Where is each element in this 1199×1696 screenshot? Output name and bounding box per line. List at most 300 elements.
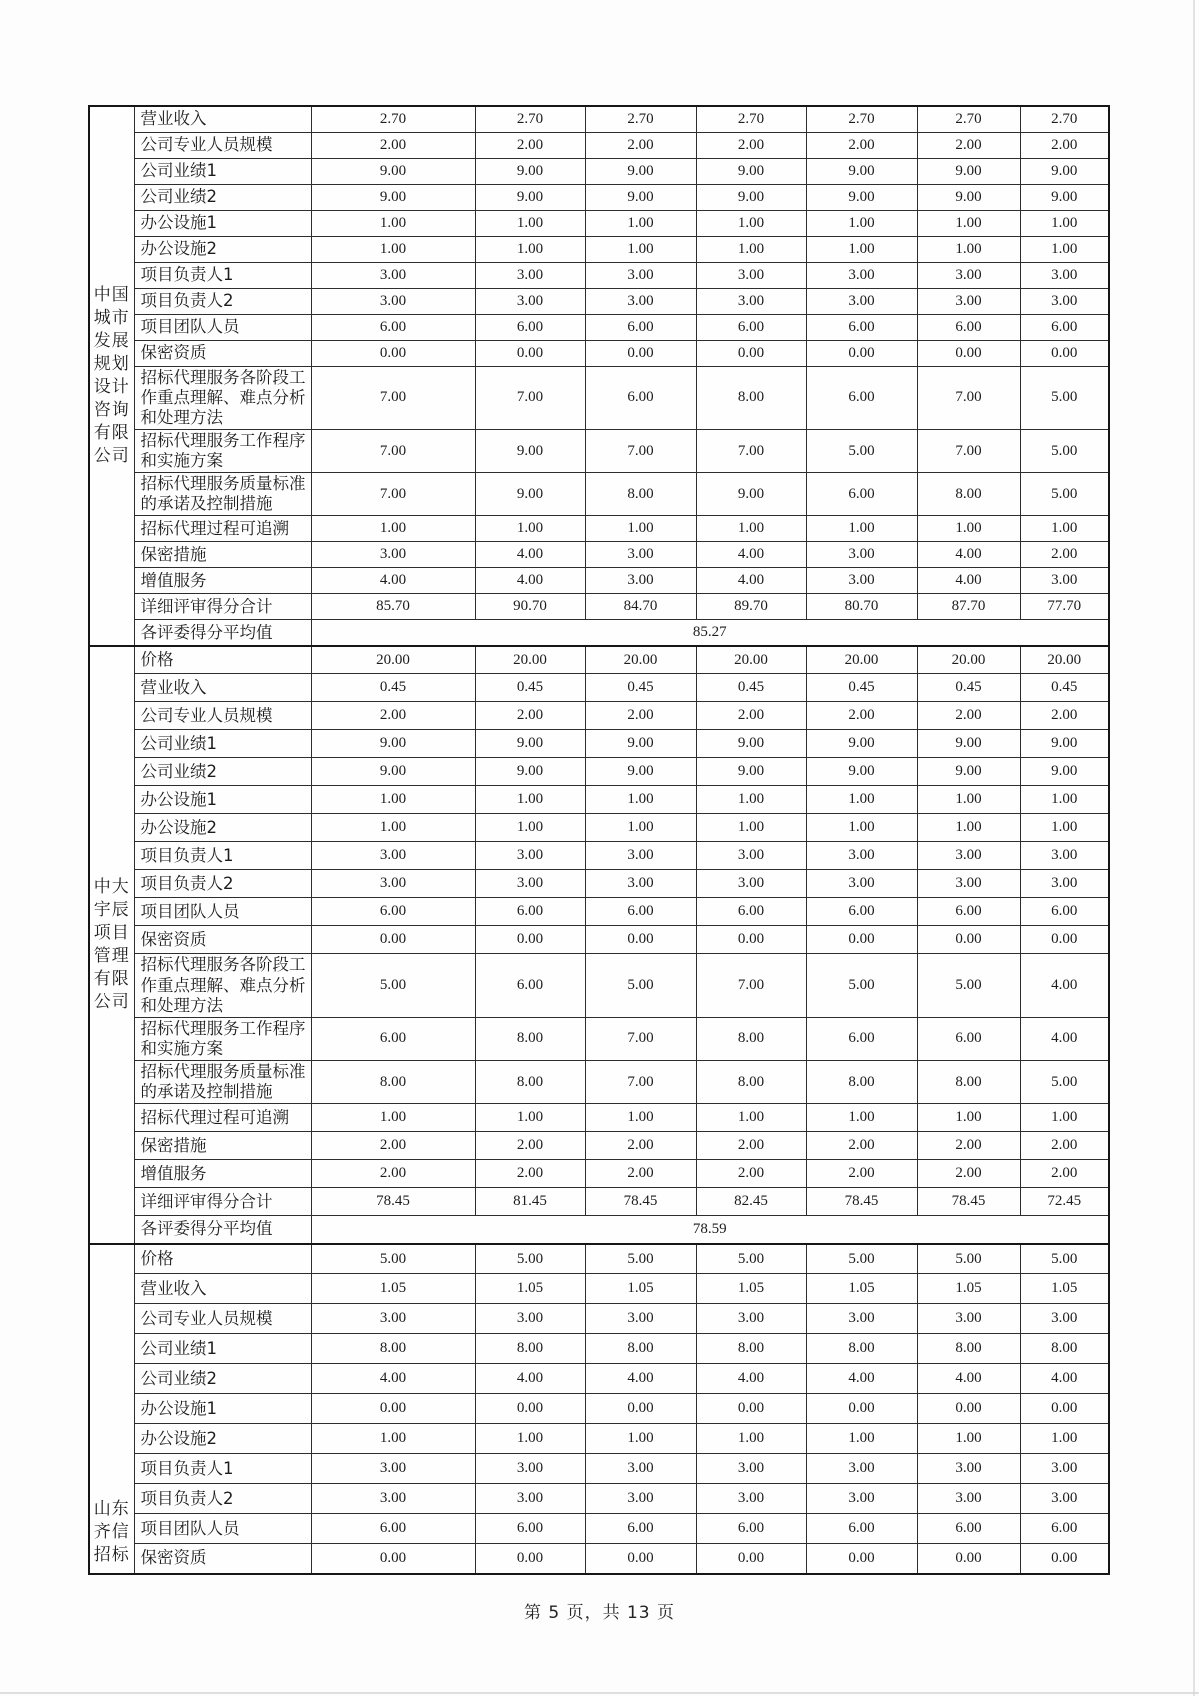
score-value: 3.00: [475, 262, 585, 288]
score-value: 0.00: [1020, 926, 1109, 954]
score-value: 2.00: [696, 702, 806, 730]
score-value: 8.00: [917, 1334, 1020, 1364]
score-value: 2.00: [806, 1160, 917, 1188]
score-value: 0.00: [475, 1394, 585, 1424]
score-value: 2.00: [696, 1132, 806, 1160]
score-value: 9.00: [696, 758, 806, 786]
score-value: 7.00: [585, 429, 696, 472]
score-value: 3.00: [806, 542, 917, 568]
table-row: [89, 898, 1109, 926]
table-row: [89, 542, 1109, 568]
score-value: 0.00: [917, 1544, 1020, 1574]
criteria-label: 保密资质: [134, 1544, 311, 1574]
score-value: 9.00: [585, 184, 696, 210]
score-value: 3.00: [696, 1454, 806, 1484]
score-value: 0.45: [917, 674, 1020, 702]
score-value: 90.70: [475, 594, 585, 620]
score-value: 7.00: [696, 954, 806, 1017]
score-value: 1.00: [806, 814, 917, 842]
table-row: [89, 210, 1109, 236]
table-row: [89, 1334, 1109, 1364]
score-value: 3.00: [917, 1484, 1020, 1514]
score-value: 1.05: [585, 1274, 696, 1304]
score-value: 5.00: [1020, 366, 1109, 429]
criteria-label: 营业收入: [134, 1274, 311, 1304]
average-row: [89, 1216, 1109, 1244]
score-value: 1.05: [806, 1274, 917, 1304]
criteria-label: 办公设施2: [134, 236, 311, 262]
table-row: [89, 1244, 1109, 1274]
score-value: 0.00: [806, 1544, 917, 1574]
criteria-label: 保密措施: [134, 542, 311, 568]
score-value: 9.00: [917, 158, 1020, 184]
criteria-label: 公司专业人员规模: [134, 1304, 311, 1334]
criteria-label: 增值服务: [134, 568, 311, 594]
score-value: 2.00: [917, 1132, 1020, 1160]
table-row: [89, 1160, 1109, 1188]
score-value: 9.00: [585, 730, 696, 758]
score-value: 78.45: [806, 1188, 917, 1216]
score-value: 2.00: [696, 132, 806, 158]
table-row: [89, 786, 1109, 814]
score-value: 9.00: [311, 730, 475, 758]
table-row: [89, 1394, 1109, 1424]
score-value: 1.00: [311, 814, 475, 842]
table-row: [89, 516, 1109, 542]
score-value: 2.00: [1020, 702, 1109, 730]
score-value: 1.05: [917, 1274, 1020, 1304]
criteria-label: 保密措施: [134, 1132, 311, 1160]
criteria-label: 办公设施1: [134, 786, 311, 814]
table-row: [89, 1274, 1109, 1304]
score-value: 1.00: [585, 236, 696, 262]
score-value: 3.00: [917, 842, 1020, 870]
score-value: 77.70: [1020, 594, 1109, 620]
score-value: 1.00: [475, 516, 585, 542]
score-value: 3.00: [311, 288, 475, 314]
score-value: 1.00: [475, 236, 585, 262]
score-value: 6.00: [806, 366, 917, 429]
score-value: 8.00: [917, 473, 1020, 516]
score-value: 3.00: [1020, 1304, 1109, 1334]
score-value: 9.00: [696, 184, 806, 210]
criteria-label: 项目负责人1: [134, 842, 311, 870]
score-value: 8.00: [806, 1334, 917, 1364]
table-row: [89, 366, 1109, 429]
score-value: 1.00: [475, 1424, 585, 1454]
score-value: 6.00: [806, 314, 917, 340]
score-value: 4.00: [311, 568, 475, 594]
score-value: 89.70: [696, 594, 806, 620]
score-value: 4.00: [1020, 1364, 1109, 1394]
score-value: 0.45: [1020, 674, 1109, 702]
score-value: 1.00: [917, 1104, 1020, 1132]
score-value: 4.00: [1020, 1017, 1109, 1060]
score-value: 5.00: [696, 1244, 806, 1274]
score-value: 1.00: [311, 236, 475, 262]
score-value: 3.00: [311, 542, 475, 568]
score-value: 0.45: [475, 674, 585, 702]
score-value: 0.00: [1020, 1394, 1109, 1424]
score-value: 3.00: [585, 1304, 696, 1334]
average-label: 各评委得分平均值: [134, 620, 311, 646]
score-value: 9.00: [917, 730, 1020, 758]
table-row: [89, 702, 1109, 730]
scan-edge-artifact-bottom: [0, 1692, 1199, 1694]
score-value: 9.00: [696, 473, 806, 516]
table-row: [89, 473, 1109, 516]
score-value: 5.00: [1020, 1244, 1109, 1274]
score-value: 1.00: [311, 1104, 475, 1132]
score-value: 4.00: [917, 1364, 1020, 1394]
score-value: 0.00: [311, 1544, 475, 1574]
table-row: [89, 674, 1109, 702]
criteria-label: 详细评审得分合计: [134, 1188, 311, 1216]
score-value: 2.00: [311, 702, 475, 730]
score-value: 1.00: [585, 210, 696, 236]
score-value: 6.00: [1020, 898, 1109, 926]
score-value: 2.00: [917, 132, 1020, 158]
score-value: 8.00: [806, 1061, 917, 1104]
score-value: 20.00: [917, 646, 1020, 674]
score-value: 2.00: [585, 1160, 696, 1188]
score-value: 0.45: [311, 674, 475, 702]
score-value: 3.00: [311, 1304, 475, 1334]
score-value: 1.00: [585, 1104, 696, 1132]
score-value: 3.00: [917, 870, 1020, 898]
score-value: 2.70: [311, 106, 475, 132]
score-value: 0.00: [1020, 1544, 1109, 1574]
score-value: 9.00: [585, 158, 696, 184]
criteria-label: 营业收入: [134, 674, 311, 702]
criteria-label: 招标代理服务质量标准的承诺及控制措施: [134, 473, 311, 516]
score-value: 8.00: [917, 1061, 1020, 1104]
score-value: 1.00: [696, 1424, 806, 1454]
criteria-label: 项目团队人员: [134, 898, 311, 926]
score-value: 1.00: [311, 210, 475, 236]
score-value: 84.70: [585, 594, 696, 620]
score-value: 6.00: [806, 1017, 917, 1060]
score-value: 2.00: [475, 132, 585, 158]
score-value: 20.00: [696, 646, 806, 674]
score-value: 6.00: [475, 314, 585, 340]
score-value: 1.00: [696, 236, 806, 262]
score-value: 2.00: [1020, 1160, 1109, 1188]
criteria-label: 保密资质: [134, 926, 311, 954]
score-value: 6.00: [917, 314, 1020, 340]
score-value: 2.70: [806, 106, 917, 132]
score-value: 1.00: [475, 814, 585, 842]
score-value: 0.00: [917, 926, 1020, 954]
score-value: 2.00: [475, 702, 585, 730]
table-row: [89, 954, 1109, 1017]
score-value: 1.00: [806, 236, 917, 262]
score-value: 3.00: [311, 262, 475, 288]
score-value: 2.70: [917, 106, 1020, 132]
score-value: 0.00: [806, 1394, 917, 1424]
score-value: 6.00: [475, 1514, 585, 1544]
score-value: 80.70: [806, 594, 917, 620]
score-value: 0.45: [696, 674, 806, 702]
score-value: 9.00: [585, 758, 696, 786]
score-value: 2.70: [696, 106, 806, 132]
score-value: 1.00: [1020, 814, 1109, 842]
criteria-label: 公司专业人员规模: [134, 702, 311, 730]
score-value: 0.00: [311, 1394, 475, 1424]
score-value: 0.00: [585, 340, 696, 366]
table-row: [89, 1484, 1109, 1514]
score-value: 9.00: [1020, 184, 1109, 210]
score-value: 1.00: [696, 1104, 806, 1132]
score-value: 0.00: [917, 1394, 1020, 1424]
table-row: [89, 1017, 1109, 1060]
score-value: 6.00: [696, 1514, 806, 1544]
score-value: 8.00: [696, 1334, 806, 1364]
score-value: 9.00: [1020, 158, 1109, 184]
table-row: [89, 1454, 1109, 1484]
score-value: 3.00: [1020, 1484, 1109, 1514]
score-value: 6.00: [475, 898, 585, 926]
score-value: 9.00: [806, 758, 917, 786]
score-value: 1.00: [475, 786, 585, 814]
criteria-label: 公司专业人员规模: [134, 132, 311, 158]
table-row: [89, 1132, 1109, 1160]
table-row: [89, 842, 1109, 870]
score-value: 1.00: [1020, 516, 1109, 542]
score-value: 0.00: [1020, 340, 1109, 366]
score-value: 3.00: [311, 1454, 475, 1484]
score-value: 4.00: [917, 542, 1020, 568]
table-row: [89, 1544, 1109, 1574]
score-value: 0.00: [806, 926, 917, 954]
score-value: 0.00: [696, 340, 806, 366]
score-value: 8.00: [696, 1061, 806, 1104]
criteria-label: 招标代理过程可追溯: [134, 1104, 311, 1132]
criteria-label: 项目负责人2: [134, 1484, 311, 1514]
score-value: 2.00: [475, 1132, 585, 1160]
score-value: 1.00: [917, 516, 1020, 542]
table-row: [89, 568, 1109, 594]
score-value: 3.00: [806, 568, 917, 594]
score-value: 4.00: [585, 1364, 696, 1394]
criteria-label: 招标代理服务各阶段工作重点理解、难点分析和处理方法: [134, 366, 311, 429]
score-value: 4.00: [311, 1364, 475, 1394]
score-value: 6.00: [311, 1017, 475, 1060]
criteria-label: 保密资质: [134, 340, 311, 366]
score-value: 6.00: [806, 1514, 917, 1544]
score-value: 9.00: [917, 758, 1020, 786]
score-value: 2.70: [475, 106, 585, 132]
score-value: 1.00: [917, 236, 1020, 262]
score-value: 2.00: [917, 702, 1020, 730]
score-value: 9.00: [311, 158, 475, 184]
criteria-label: 项目团队人员: [134, 314, 311, 340]
score-value: 0.45: [585, 674, 696, 702]
score-value: 1.00: [1020, 1424, 1109, 1454]
criteria-label: 办公设施2: [134, 1424, 311, 1454]
score-value: 7.00: [917, 366, 1020, 429]
score-value: 6.00: [1020, 1514, 1109, 1544]
score-value: 2.00: [806, 702, 917, 730]
score-value: 5.00: [585, 954, 696, 1017]
score-value: 3.00: [1020, 288, 1109, 314]
score-value: 3.00: [696, 870, 806, 898]
score-value: 3.00: [696, 262, 806, 288]
score-value: 3.00: [1020, 262, 1109, 288]
score-value: 1.05: [311, 1274, 475, 1304]
score-value: 0.45: [806, 674, 917, 702]
scan-edge-artifact-right: [1193, 0, 1195, 1696]
score-value: 3.00: [806, 1454, 917, 1484]
score-value: 3.00: [585, 542, 696, 568]
score-value: 1.00: [311, 1424, 475, 1454]
criteria-label: 增值服务: [134, 1160, 311, 1188]
average-label: 各评委得分平均值: [134, 1216, 311, 1244]
score-value: 0.00: [696, 926, 806, 954]
score-table-body: [89, 106, 1109, 1574]
score-value: 4.00: [696, 542, 806, 568]
score-value: 9.00: [1020, 730, 1109, 758]
table-row: [89, 288, 1109, 314]
table-row: [89, 158, 1109, 184]
score-value: 9.00: [806, 730, 917, 758]
score-value: 1.00: [1020, 1104, 1109, 1132]
score-value: 82.45: [696, 1188, 806, 1216]
score-value: 9.00: [696, 730, 806, 758]
criteria-label: 招标代理服务工作程序和实施方案: [134, 429, 311, 472]
company-name: 山东齐信招标: [89, 1244, 134, 1574]
score-value: 7.00: [311, 429, 475, 472]
score-value: 2.00: [311, 132, 475, 158]
score-value: 5.00: [917, 954, 1020, 1017]
score-value: 2.00: [585, 132, 696, 158]
score-value: 1.00: [806, 210, 917, 236]
score-value: 4.00: [475, 542, 585, 568]
score-value: 0.00: [475, 926, 585, 954]
score-value: 1.00: [1020, 236, 1109, 262]
criteria-label: 项目团队人员: [134, 1514, 311, 1544]
criteria-label: 办公设施1: [134, 1394, 311, 1424]
score-value: 2.00: [585, 1132, 696, 1160]
score-value: 8.00: [585, 1334, 696, 1364]
score-value: 5.00: [806, 954, 917, 1017]
score-value: 3.00: [585, 262, 696, 288]
score-value: 3.00: [311, 842, 475, 870]
criteria-label: 公司业绩1: [134, 730, 311, 758]
score-value: 1.00: [696, 814, 806, 842]
average-row: [89, 620, 1109, 646]
score-value: 1.00: [806, 786, 917, 814]
score-value: 3.00: [917, 1304, 1020, 1334]
score-value: 2.70: [585, 106, 696, 132]
score-value: 5.00: [1020, 429, 1109, 472]
score-value: 4.00: [475, 568, 585, 594]
score-value: 81.45: [475, 1188, 585, 1216]
score-value: 3.00: [806, 842, 917, 870]
score-value: 1.00: [1020, 786, 1109, 814]
table-row: [89, 1188, 1109, 1216]
score-value: 20.00: [806, 646, 917, 674]
score-value: 6.00: [311, 314, 475, 340]
criteria-label: 价格: [134, 1244, 311, 1274]
score-value: 0.00: [696, 1394, 806, 1424]
score-value: 3.00: [806, 262, 917, 288]
score-value: 7.00: [917, 429, 1020, 472]
score-value: 1.00: [917, 814, 1020, 842]
score-value: 6.00: [806, 898, 917, 926]
score-value: 3.00: [311, 1484, 475, 1514]
score-value: 5.00: [806, 429, 917, 472]
criteria-label: 营业收入: [134, 106, 311, 132]
criteria-label: 公司业绩1: [134, 158, 311, 184]
score-value: 9.00: [475, 429, 585, 472]
score-value: 7.00: [311, 473, 475, 516]
score-value: 9.00: [475, 184, 585, 210]
score-value: 5.00: [917, 1244, 1020, 1274]
score-value: 0.00: [585, 1394, 696, 1424]
score-value: 2.00: [806, 132, 917, 158]
score-value: 7.00: [311, 366, 475, 429]
score-value: 0.00: [311, 340, 475, 366]
score-value: 3.00: [806, 1304, 917, 1334]
table-row: [89, 106, 1109, 132]
score-value: 3.00: [475, 870, 585, 898]
page-footer: 第 5 页，共 13 页: [523, 1603, 676, 1623]
score-value: 3.00: [696, 1484, 806, 1514]
table-row: [89, 814, 1109, 842]
score-value: 2.00: [1020, 542, 1109, 568]
score-value: 20.00: [475, 646, 585, 674]
score-value: 4.00: [1020, 954, 1109, 1017]
table-row: [89, 758, 1109, 786]
score-value: 4.00: [917, 568, 1020, 594]
score-value: 9.00: [475, 158, 585, 184]
company-name: 中国城市发展规划设计咨询有限公司: [89, 106, 134, 646]
table-row: [89, 1061, 1109, 1104]
table-row: [89, 132, 1109, 158]
score-value: 6.00: [1020, 314, 1109, 340]
score-value: 5.00: [311, 1244, 475, 1274]
score-value: 3.00: [475, 1304, 585, 1334]
score-value: 2.00: [917, 1160, 1020, 1188]
score-value: 2.00: [1020, 132, 1109, 158]
score-value: 5.00: [1020, 1061, 1109, 1104]
score-value: 3.00: [1020, 870, 1109, 898]
score-value: 8.00: [696, 1017, 806, 1060]
criteria-label: 详细评审得分合计: [134, 594, 311, 620]
score-value: 4.00: [696, 1364, 806, 1394]
company-name: 中大宇辰项目管理有限公司: [89, 646, 134, 1244]
score-value: 5.00: [1020, 473, 1109, 516]
score-value: 2.70: [1020, 106, 1109, 132]
score-value: 8.00: [475, 1061, 585, 1104]
score-value: 2.00: [311, 1160, 475, 1188]
score-value: 5.00: [475, 1244, 585, 1274]
score-value: 3.00: [585, 288, 696, 314]
score-value: 1.00: [311, 786, 475, 814]
table-row: [89, 646, 1109, 674]
table-row: [89, 314, 1109, 340]
score-value: 87.70: [917, 594, 1020, 620]
score-value: 9.00: [475, 473, 585, 516]
score-value: 8.00: [475, 1017, 585, 1060]
score-value: 3.00: [696, 842, 806, 870]
evaluation-table: [88, 105, 1110, 1575]
criteria-label: 招标代理服务工作程序和实施方案: [134, 1017, 311, 1060]
score-value: 6.00: [585, 1514, 696, 1544]
score-value: 7.00: [585, 1061, 696, 1104]
score-value: 1.00: [311, 516, 475, 542]
